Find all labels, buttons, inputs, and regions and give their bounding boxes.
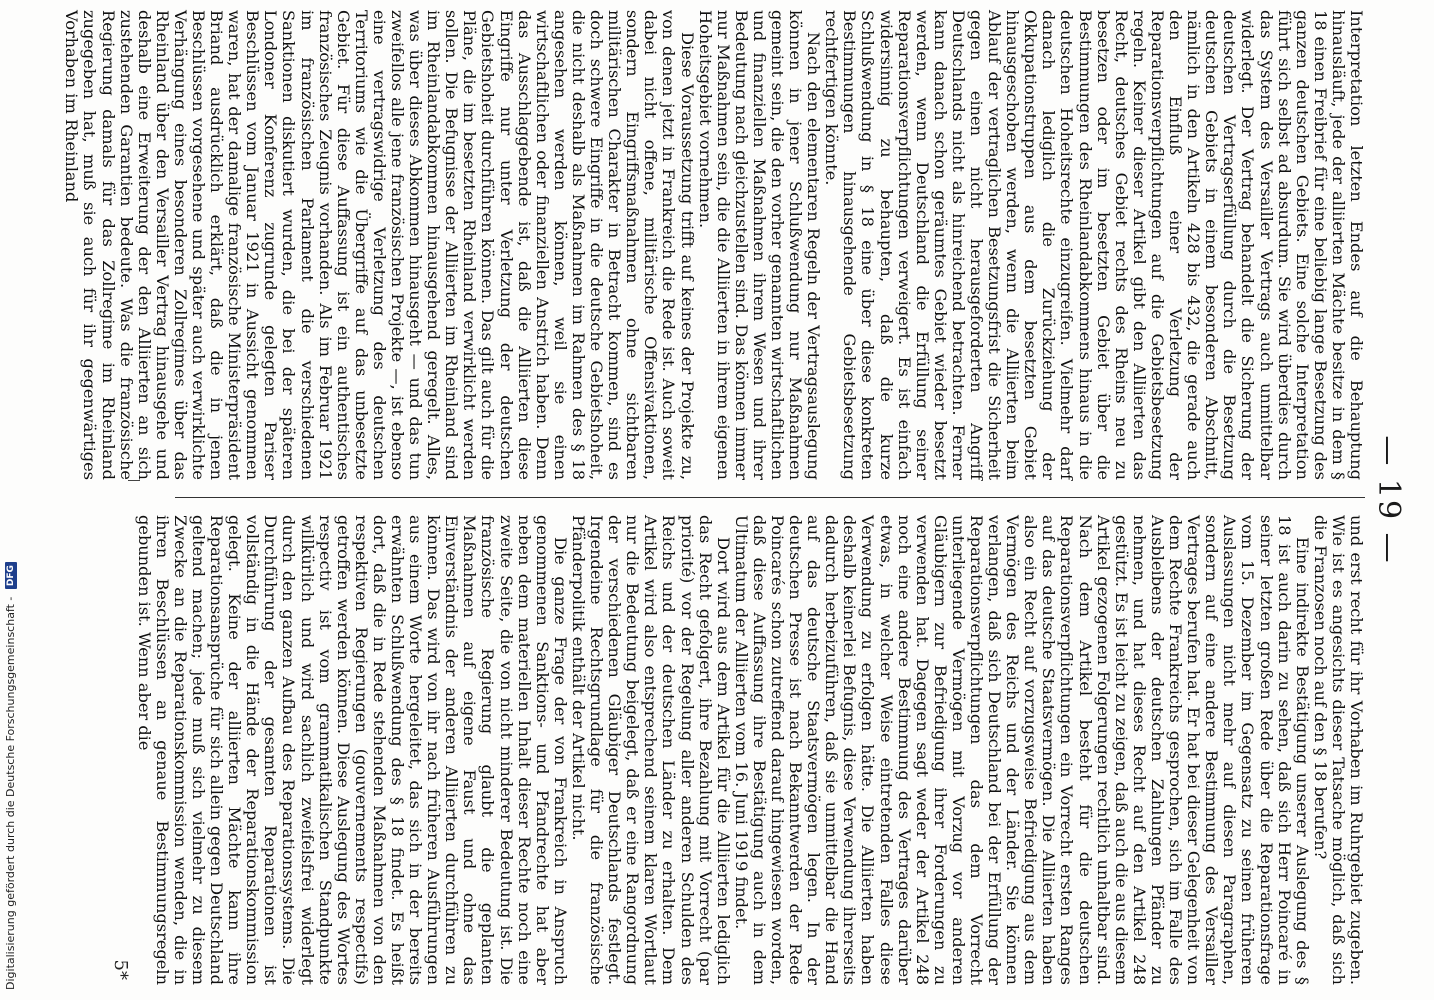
left-column (62, 10, 1366, 480)
gutter-mark (128, 480, 140, 481)
right-column (134, 515, 1366, 985)
page-number: — 19 — (1371, 435, 1406, 565)
paragraph: Eine indirekte Bestätigung unserer Auslegung des § 18 ist auch darin zu sehen, daß sich Herr Poincaré in seiner letzten großen Rede über die Reparationsfrage vom 15. Dezember im Gegensatz zu seinen früheren Auslassungen nicht mehr auf diesen Paragraphen, sondern auf eine andere Bestimmung des Versailler Vertrages berufen hat. Er hat bei dieser Gelegenheit von dem Rechte Frankreichs gesprochen, sich im Falle des Ausbleibens der deutschen Zahlungen Pfänder zu nehmen, und hat dieses Recht auf den Artikel 248 gestützt. Es ist leicht zu zeigen, daß auch die aus diesem Artikel gezogenen Folgerungen rechtlich unhaltbar sind. Nach dem Artikel besteht für die deutschen Reparationsverpflichtungen ein Vorrecht ersten Ranges auf das deutsche Staatsvermögen. Die Alliierten haben also ein Recht auf vorzugsweise Befriedigung aus dem Vermögen des Reichs und der Länder. Sie können verlangen, daß sich Deutschland bei der Erfüllung der Reparationsverpflichtungen das dem Vorrecht unterliegende Vermögen mit Vorzug vor anderen Gläubigern zur Befriedigung ihrer Forderungen zu verwenden hat. Dagegen sagt weder der Artikel 248 noch eine andere Bestimmung des Vertrages darüber etwas, in welcher Weise eintretenden Falles diese Verwendung zu erfolgen hätte. Die Alliierten haben deshalb keinerlei Befugnis, diese Verwendung ihrerseits dadurch herbeizuführen, daß sie unmittelbar die Hand auf das deutsche Staatsvermögen legen. In der deutschen Presse ist nach Bekanntwerden der Rede Poincarés schon zutreffend darauf hingewiesen worden, daß diese Auffassung ihre Bestätigung auch in dem Ultimatum der Alliierten vom 16. Juni 1919 findet. (731, 515, 1312, 985)
paragraph: und erst recht für ihr Vorhaben im Ruhrgebiet zugeben. Wie ist es angesichts dieser Tatsache möglich, daß sich die Franzosen noch auf den § 18 berufen? (1310, 515, 1366, 985)
column-divider (175, 497, 1365, 498)
paragraph: Dort wird aus dem Artikel für die Alliierten lediglich das Recht gefolgert, ihre Bezahlung mit Vorrecht (par priorité) vor der Regelung aller anderen Schulden des Reichs und der deutschen Länder zu erhalten. Dem Artikel wird also entsprechend seinem klaren Wortlaut nur die Bedeutung beigelegt, daß er eine Rangordnung der verschiedenen Gläubiger Deutschlands festlegt. Irgendeine Rechtsgrundlage für die französische Pfänderpolitik enthält der Artikel nicht. (568, 515, 733, 985)
rotated-page-content (62, 10, 1406, 990)
paragraph: Diese Voraussetzung trifft auf keines der Projekte zu, von denen jetzt in Frankreich die Rede ist. Auch soweit dabei nicht offene, militärische Offensivaktionen, sondern Eingriffsmaßnahmen ohne sichtbaren militärischen Charakter in Betracht kommen, sind es doch schwere Eingriffe in die deutsche Gebietshoheit, die nicht deshalb als Maßnahmen im Rahmen des § 18 angesehen werden können, weil sie einen wirtschaftlichen oder finanziellen Anstrich haben. Denn das Ausschlaggebende ist, daß die Alliierten diese Eingriffe nur unter Verletzung der deutschen Gebietshoheit durchführen können. Das gilt auch für die Pläne, die im besetzten Rheinland verwirklicht werden sollen. Die Befugnisse der Alliierten im Rheinland sind im Rheinlandabkommen hinausgehend geregelt. Alles, was über dieses Abkommen hinausgeht — und das tun zweifellos alle jene französischen Projekte —, ist ebenso eine vertragswidrige Verletzung des deutschen Territoriums wie die Übergriffe auf das unbesetzte Gebiet. Für diese Auffassung ist ein authentisches französisches Zeugnis vorhanden. Als im Februar 1921 im französischen Parlament die verschiedenen Sanktionen diskutiert wurden, die bei der späteren Londoner Konferenz zugrunde gelegten Pariser Beschlüssen vom Januar 1921 in Aussicht genommen waren, hat der damalige französische Ministerpräsident Briand ausdrücklich erklärt, daß die in jenen Beschlüssen vorgesehene und später auch verwirklichte Verhängung eines besonderen Zollregimes über das Rheinland über den Versailler Vertrag hinausgehe und deshalb eine Erweiterung der den Alliierten an sich zustehenden Garantien bedeute. Was die französische Regierung damals für das Zollregime im Rheinland zugegeben hat, muß sie auch für ihr gegenwärtiges Vorhaben im Rheinland (62, 10, 697, 480)
signature-mark: 5* (110, 959, 131, 980)
paragraph: Nach den elementaren Regeln der Vertragsauslegung können in jener Schlußwendung nur Maßnahmen gemeint sein, die den vorher genannten wirtschaftlichen und finanziellen Maßnahmen ihrem Wesen und ihrer Bedeutung nach gleichzustellen sind. Das können immer nur Maßnahmen sein, die die Alliierten in ihrem eigenen Hoheitsgebiet vornehmen. (695, 10, 824, 480)
paragraph: Interpretation letzten Endes auf die Behauptung hinausläuft, jede der alliierten Mächte besitze in dem § 18 einen Freibrief für eine beliebig lange Besetzung des ganzen deutschen Gebiets. Eine solche Interpretation führt sich selbst ad absurdum. Sie wird überdies durch das System des Versailler Vertrags auch unmittelbar widerlegt. Der Vertrag behandelt die Sicherung der deutschen Vertragserfüllung durch die Besetzung deutschen Gebiets in einem besonderen Abschnitt, nämlich in den Artikeln 428 bis 432, die gerade auch den Einfluß einer Verletzung der Reparationsverpflichtungen auf die Gebietsbesetzung regeln. Keiner dieser Artikel gibt den Alliierten das Recht, deutsches Gebiet rechts des Rheins neu zu besetzen oder im besetzten Gebiet über die Bestimmungen des Rheinlandabkommens hinaus in die deutschen Hoheitsrechte einzugreifen. Vielmehr darf danach lediglich die Zurückziehung der Okkupationstruppen aus dem besetzten Gebiet hinausgeschoben werden, wenn die Alliierten beim Ablauf der vertraglichen Besetzungsfrist die Sicherheit gegen einen nicht herausgeforderten Angriff Deutschlands nicht als hinreichend betrachten. Ferner kann danach schon geräumtes Gebiet wieder besetzt werden, wenn Deutschland die Erfüllung seiner Reparationsverpflichtungen verweigert. Es ist einfach widersinnig zu behaupten, daß die kurze Schlußwendung in § 18 eine über diese konkreten Bestimmungen hinausgehende Gebietsbesetzung rechtfertigen könnte. (822, 10, 1366, 480)
digitization-credit (4, 562, 17, 990)
dfg-logo: DFG (5, 562, 17, 589)
credit-text: Digitalisierung gefördert durch die Deutsche Forschungsgemeinschaft - (4, 596, 17, 990)
paragraph: Die ganze Frage der von Frankreich in Anspruch genommenen Sanktions- und Pfandrechte hat aber neben dem materiellen Inhalt dieser Rechte noch eine zweite Seite, die von nicht minderer Bedeutung ist. Die französische Regierung glaubt die geplanten Maßnahmen auf eigene Faust und ohne das Einverständnis der anderen Alliierten durchführen zu können. Das wird von ihr nach früheren Ausführungen aus einem Worte hergeleitet, das sich in der bereits erwähnten Schlußwendung des § 18 findet. Es heißt dort, daß die in Rede stehenden Maßnahmen von den respektiven Regierungen (gouvernements respectifs) getroffen werden können. Diese Auslegung des Wortes respectiv ist vom grammatikalischen Standpunkte willkürlich und wird sachlich zweifelsfrei widerlegt durch den ganzen Aufbau des Reparationssystems. Die Durchführung der gesamten Reparationen ist vollständig in die Hände der Reparationskommission gelegt. Keine der alliierten Mächte kann ihre Reparationsansprüche für sich allein gegen Deutschland geltend machen; jede muß sich vielmehr zu diesem Zwecke an die Reparationskommission wenden, die in ihren Beschlüssen an genaue Bestimmungsregeln gebunden ist. Wenn aber die (134, 515, 570, 985)
